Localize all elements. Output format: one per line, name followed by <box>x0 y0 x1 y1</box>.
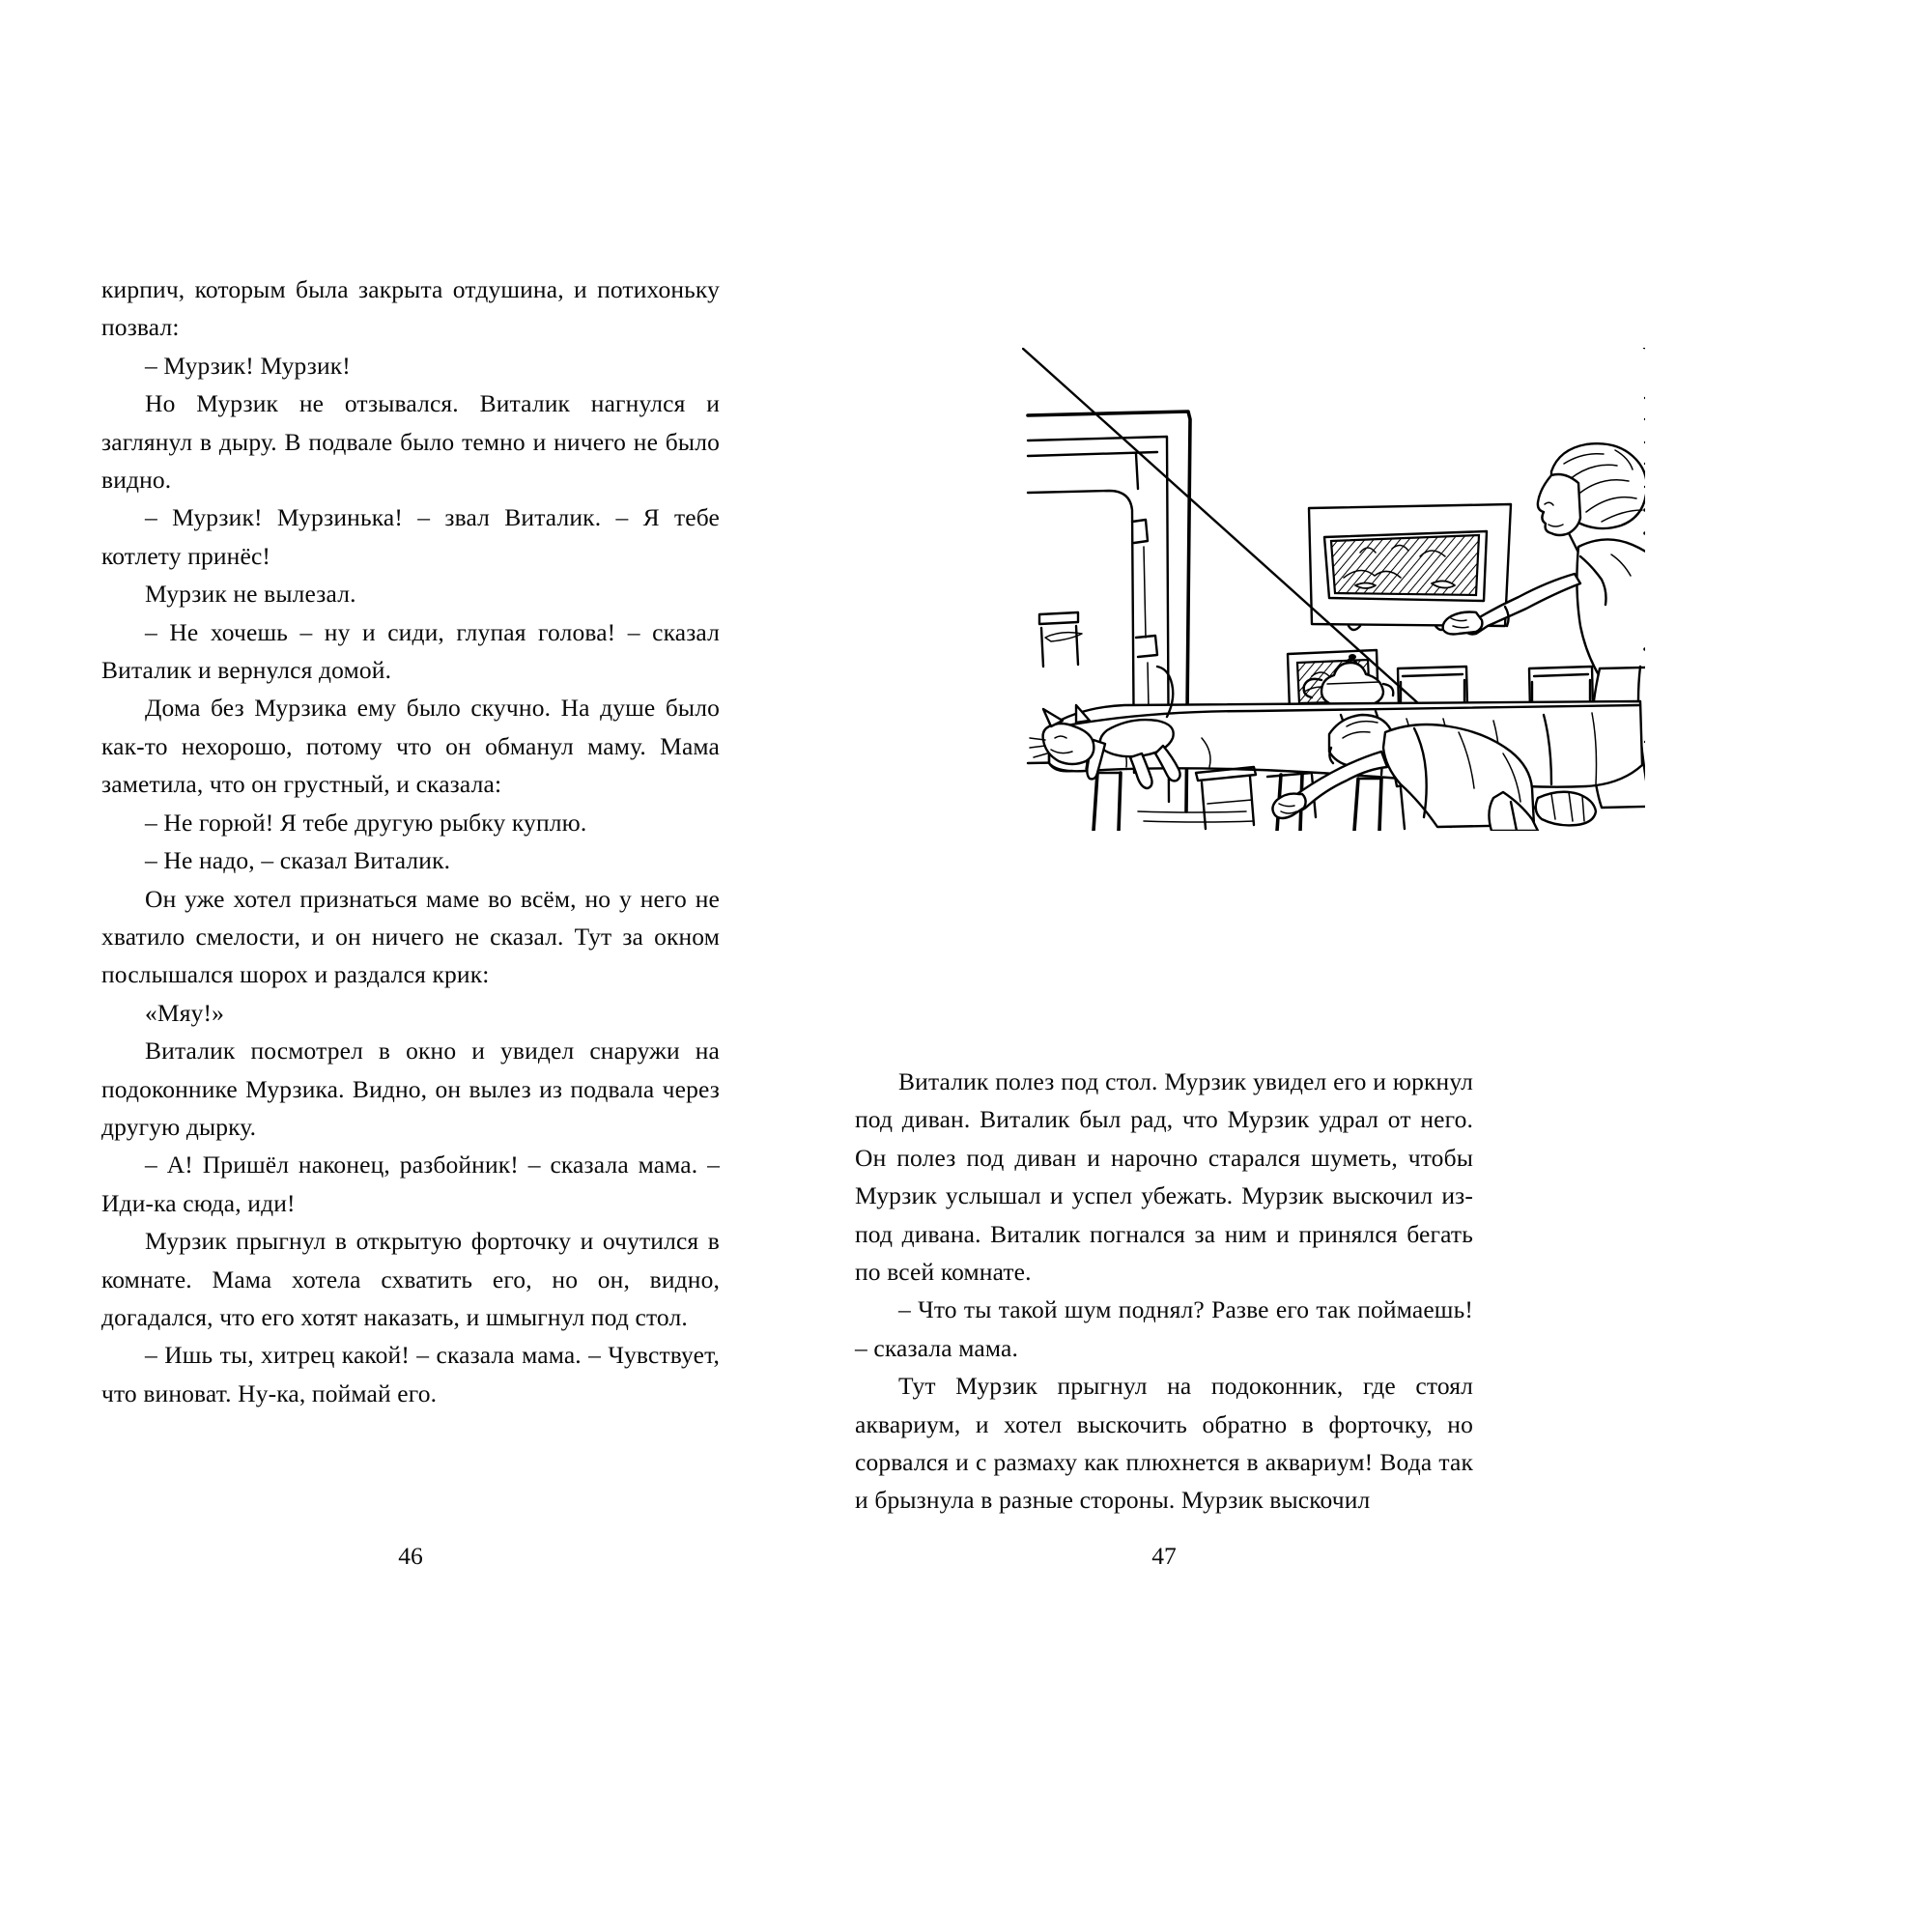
framed-picture-large-icon <box>1309 504 1511 630</box>
paragraph: Мурзик прыгнул в открытую форточку и очутился в комнате. Мама хотела схватить его, но он, видно, догадался, что его хотят наказать, и шмыгнул под стол. <box>101 1227 720 1331</box>
right-page-text-column <box>855 1063 1473 1520</box>
chair-left-icon <box>1039 612 1078 667</box>
paragraph: Виталик посмотрел в окно и увидел снаружи на подоконнике Мурзика. Видно, он вылез из подвала через другую дырку. <box>101 1037 720 1141</box>
paragraph: «Мяу!» <box>145 998 225 1027</box>
paragraph: – Что ты такой шум поднял? Разве его так поймаешь! – сказала мама. <box>855 1295 1473 1362</box>
paragraph: кирпич, которым была закрыта отдушина, и потихоньку позвал: <box>101 275 720 342</box>
paragraph: – Ишь ты, хитрец какой! – сказала мама. – Чувствует, что виноват. Ну-ка, поймай его. <box>101 1341 720 1407</box>
left-page-text-column <box>101 270 720 1412</box>
paragraph: Мурзик не вылезал. <box>145 580 356 609</box>
illustration-room-scene <box>1022 348 1645 831</box>
page-number-right: 47 <box>1151 1542 1177 1570</box>
paragraph: – Не надо, – сказал Виталик. <box>145 846 451 875</box>
paragraph: Тут Мурзик прыгнул на подоконник, где стоял аквариум, и хотел выскочить обратно в форточку, но сорвался и с размаху как плюхнется в аквариум! Вода так и брызнула в разные стороны. Мурзик выскочил <box>855 1372 1473 1515</box>
paragraph: – Мурзик! Мурзик! <box>145 351 351 380</box>
paragraph: – А! Пришёл наконец, разбойник! – сказала мама. – Иди-ка сюда, иди! <box>101 1151 720 1217</box>
paragraph: – Мурзик! Мурзинька! – звал Виталик. – Я тебе котлету принёс! <box>101 503 720 570</box>
paragraph: Он уже хотел признаться маме во всём, но у него не хватило смелости, и он ничего не сказал. Тут за окном послышался шорох и раздался крик: <box>101 884 720 989</box>
paragraph: Виталик полез под стол. Мурзик увидел его и юркнул под диван. Виталик был рад, что Мурзик удрал от него. Он полез под диван и нарочно старался шуметь, чтобы Мурзик услышал и успел убежать. Мурзик выскочил из-под дивана. Виталик погнался за ним и принялся бегать по всей комнате. <box>855 1067 1473 1287</box>
paragraph: Дома без Мурзика ему было скучно. На душе было как-то нехорошо, потому что он обманул маму. Мама заметила, что он грустный, и сказала: <box>101 694 720 799</box>
paragraph: – Не горюй! Я тебе другую рыбку куплю. <box>145 808 587 837</box>
left-page <box>101 270 720 1412</box>
paragraph: – Не хочешь – ну и сиди, глупая голова! – сказал Виталик и вернулся домой. <box>101 617 720 685</box>
paragraph: Но Мурзик не отзывался. Виталик нагнулся и заглянул в дыру. В подвале было темно и ничего не было видно. <box>101 389 720 495</box>
right-page <box>855 1063 1473 1520</box>
page-number-left: 46 <box>398 1542 423 1570</box>
